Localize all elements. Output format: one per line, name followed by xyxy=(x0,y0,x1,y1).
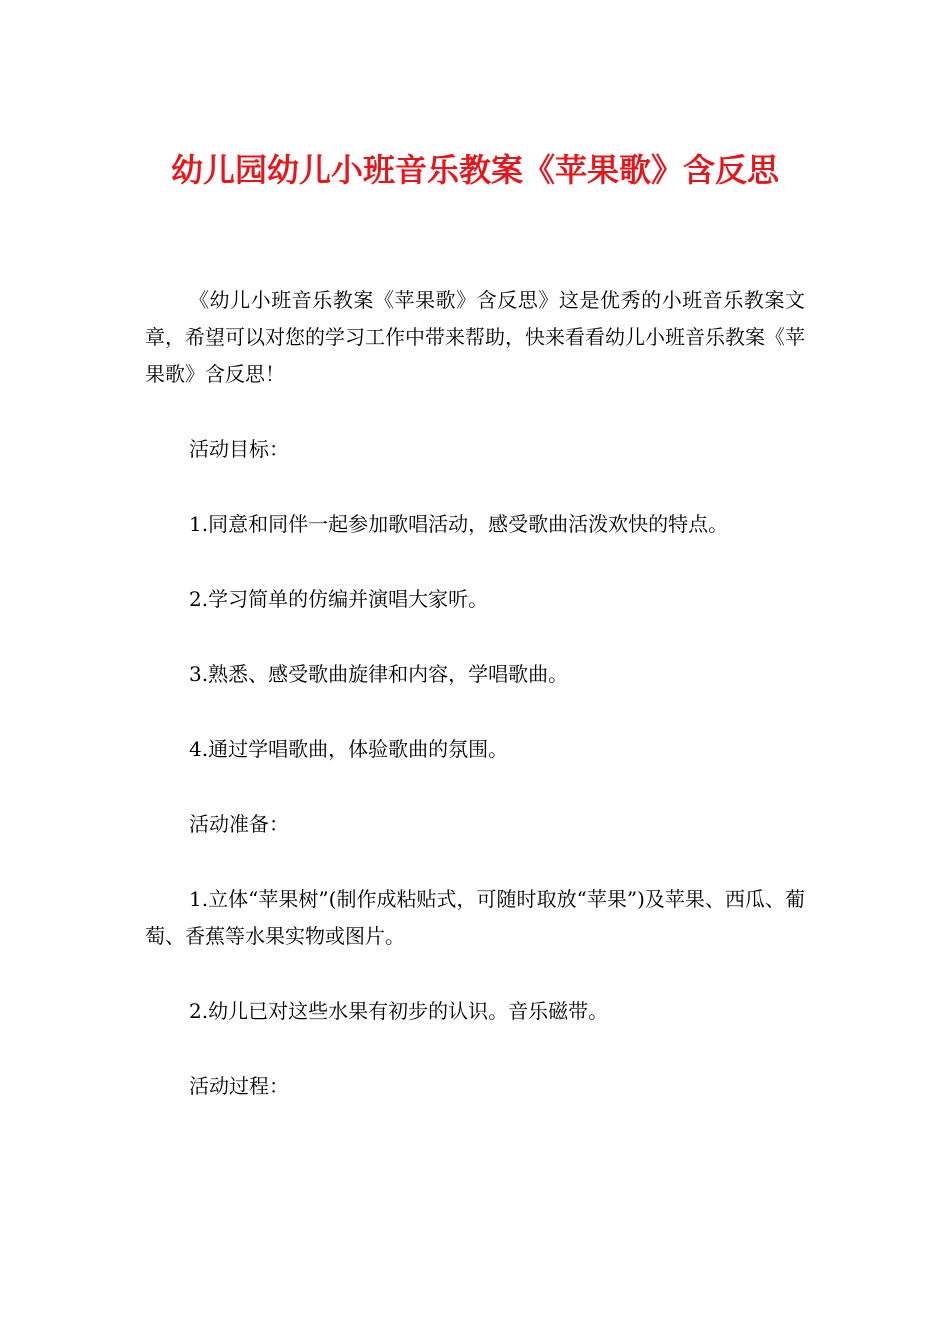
intro-paragraph: 《幼儿小班音乐教案《苹果歌》含反思》这是优秀的小班音乐教案文章，希望可以对您的学习工作中带来帮助，快来看看幼儿小班音乐教案《苹果歌》含反思！ xyxy=(145,288,805,386)
section-heading-preparation: 活动准备： xyxy=(189,812,289,836)
preparation-item-1: 1.立体“苹果树”(制作成粘贴式，可随时取放“苹果”)及苹果、西瓜、葡萄、香蕉等水果实物或图片。 xyxy=(145,887,805,948)
goal-item-3: 3.熟悉、感受歌曲旋律和内容，学唱歌曲。 xyxy=(189,662,569,686)
document-body xyxy=(145,282,805,1143)
goal-item-2: 2.学习简单的仿编并演唱大家听。 xyxy=(189,587,489,611)
section-heading-process: 活动过程： xyxy=(189,1074,289,1098)
goal-item-1: 1.同意和同伴一起参加歌唱活动，感受歌曲活泼欢快的特点。 xyxy=(189,512,729,536)
preparation-item-2: 2.幼儿已对这些水果有初步的认识。音乐磁带。 xyxy=(189,999,609,1023)
section-heading-goals: 活动目标： xyxy=(189,437,289,461)
document-title: 幼儿园幼儿小班音乐教案《苹果歌》含反思 xyxy=(170,151,779,189)
goal-item-4: 4.通过学唱歌曲，体验歌曲的氛围。 xyxy=(189,737,509,761)
